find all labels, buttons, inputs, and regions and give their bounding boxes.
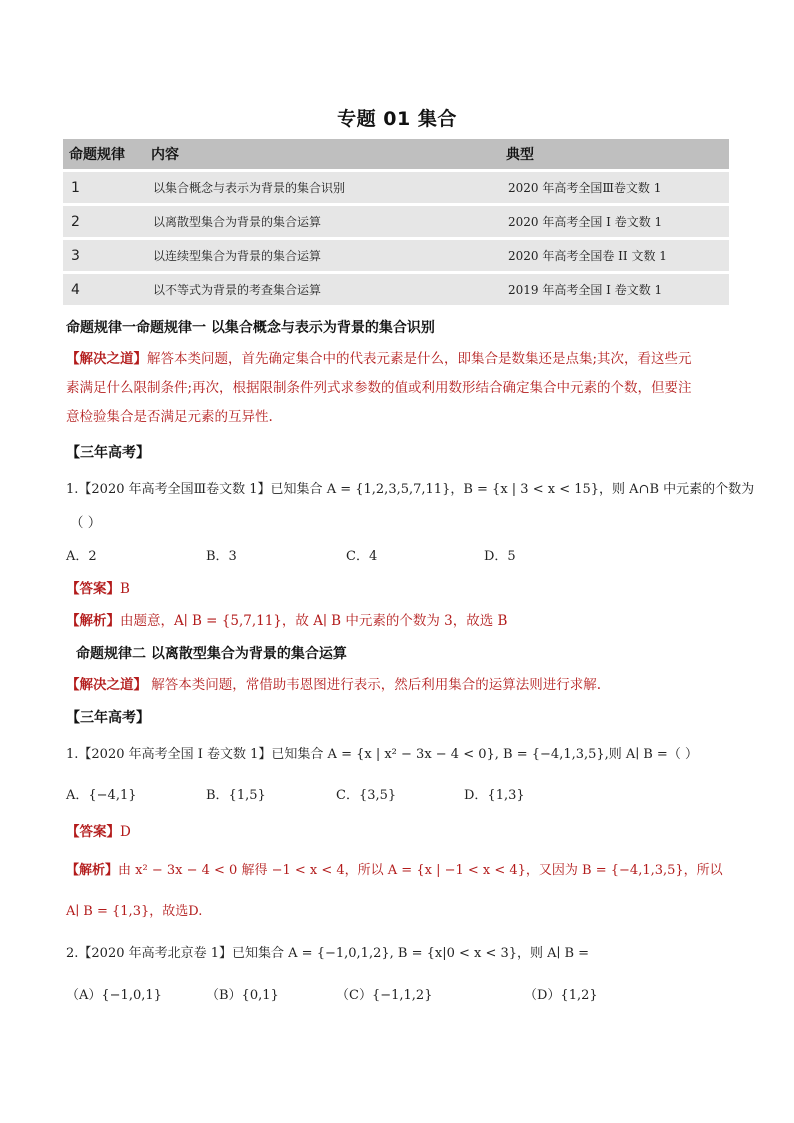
analysis-tag: 【解析】: [66, 863, 119, 878]
analysis-text: 由题意，A∣ B = {5,7,11}，故 A∣ B 中元素的个数为 3，故选 B: [120, 613, 508, 629]
method-line3: 意检验集合是否满足元素的互异性.: [66, 409, 273, 425]
section2-method: [66, 671, 601, 700]
row-num: 1: [63, 172, 145, 203]
s1-option-d: D．5: [484, 549, 516, 564]
s2-q2-option-b: （B）{0,1}: [206, 988, 279, 1003]
section2-heading: 命题规律二 以离散型集合为背景的集合运算: [76, 646, 347, 662]
table-header-row: [63, 139, 729, 169]
method-tag: 【解决之道】: [66, 677, 147, 693]
answer-tag: 【答案】: [66, 824, 120, 840]
s2-question2: 2.【2020 年高考北京卷 1】已知集合 A = {−1,0,1,2}, B = {x|0 < x < 3}，则 A∣ B =: [66, 946, 590, 961]
analysis-tag: 【解析】: [66, 613, 120, 629]
answer-value: D: [120, 824, 131, 840]
section1-heading: 命题规律一命题规律一 以集合概念与表示为背景的集合识别: [66, 320, 435, 336]
row-num: 2: [63, 206, 145, 237]
s2-analysis: [66, 856, 723, 885]
s1-option-b: B．3: [206, 549, 237, 564]
header-typical: 典型: [500, 139, 729, 169]
s2-analysis-line2: A∣ B = {1,3}，故选D.: [66, 904, 203, 919]
s2-option-d: D．{1,3}: [464, 788, 525, 803]
s2-q2-option-a: （A）{−1,0,1}: [66, 988, 162, 1003]
s2-q2-option-c: （C）{−1,1,2}: [336, 988, 433, 1003]
s1-question1-paren: （ ）: [70, 515, 102, 531]
three-years-heading: 【三年高考】: [66, 445, 150, 461]
page-title: 专题 01 集合: [337, 108, 457, 130]
three-years-heading-2: 【三年高考】: [66, 710, 150, 726]
section1-method: [66, 345, 736, 432]
s1-question1: 1.【2020 年高考全国Ⅲ卷文数 1】已知集合 A = {1,2,3,5,7,11}，B = {x | 3 < x < 15}，则 A∩B 中元素的个数为: [66, 482, 755, 497]
row-content: 以不等式为背景的考查集合运算: [145, 274, 500, 305]
row-content: 以集合概念与表示为背景的集合识别: [145, 172, 500, 203]
answer-value: B: [120, 581, 130, 597]
row-content: 以连续型集合为背景的集合运算: [145, 240, 500, 271]
row-typical: 2020 年高考全国 I 卷文数 1: [500, 206, 729, 237]
s2-question1: 1.【2020 年高考全国 I 卷文数 1】已知集合 A = {x | x² − 3x − 4 < 0}, B = {−4,1,3,5},则 A∣ B =（ ）: [66, 747, 698, 762]
row-typical: 2020 年高考全国卷 II 文数 1: [500, 240, 729, 271]
rules-table: [63, 136, 729, 308]
s2-answer: [66, 818, 131, 847]
row-content: 以离散型集合为背景的集合运算: [145, 206, 500, 237]
s2-option-c: C．{3,5}: [336, 788, 397, 803]
row-typical: 2019 年高考全国 I 卷文数 1: [500, 274, 729, 305]
header-content: 内容: [145, 139, 500, 169]
row-num: 3: [63, 240, 145, 271]
method-line1: 解答本类问题，首先确定集合中的代表元素是什么，即集合是数集还是点集;其次，看这些元: [147, 351, 692, 367]
table-row: [63, 274, 729, 305]
row-num: 4: [63, 274, 145, 305]
method-text: 解答本类问题，常借助韦恩图进行表示，然后利用集合的运算法则进行求解.: [147, 677, 602, 693]
answer-tag: 【答案】: [66, 581, 120, 597]
s1-analysis: [66, 607, 507, 636]
s1-option-a: A．2: [66, 549, 97, 564]
header-rule: 命题规律: [63, 139, 145, 169]
method-tag: 【解决之道】: [66, 351, 147, 367]
table-row: [63, 206, 729, 237]
s2-option-b: B．{1,5}: [206, 788, 266, 803]
table-row: [63, 240, 729, 271]
row-typical: 2020 年高考全国Ⅲ卷文数 1: [500, 172, 729, 203]
s1-answer: [66, 575, 130, 604]
s1-option-c: C．4: [346, 549, 378, 564]
s2-q2-option-d: （D）{1,2}: [524, 988, 598, 1003]
s2-option-a: A．{−4,1}: [66, 788, 137, 803]
table-row: [63, 172, 729, 203]
analysis-line1: 由 x² − 3x − 4 < 0 解得 −1 < x < 4，所以 A = {x | −1 < x < 4}，又因为 B = {−4,1,3,5}，所以: [118, 863, 723, 878]
method-line2: 素满足什么限制条件;再次，根据限制条件列式求参数的值或利用数形结合确定集合中元素的个数，但要注: [66, 380, 692, 396]
